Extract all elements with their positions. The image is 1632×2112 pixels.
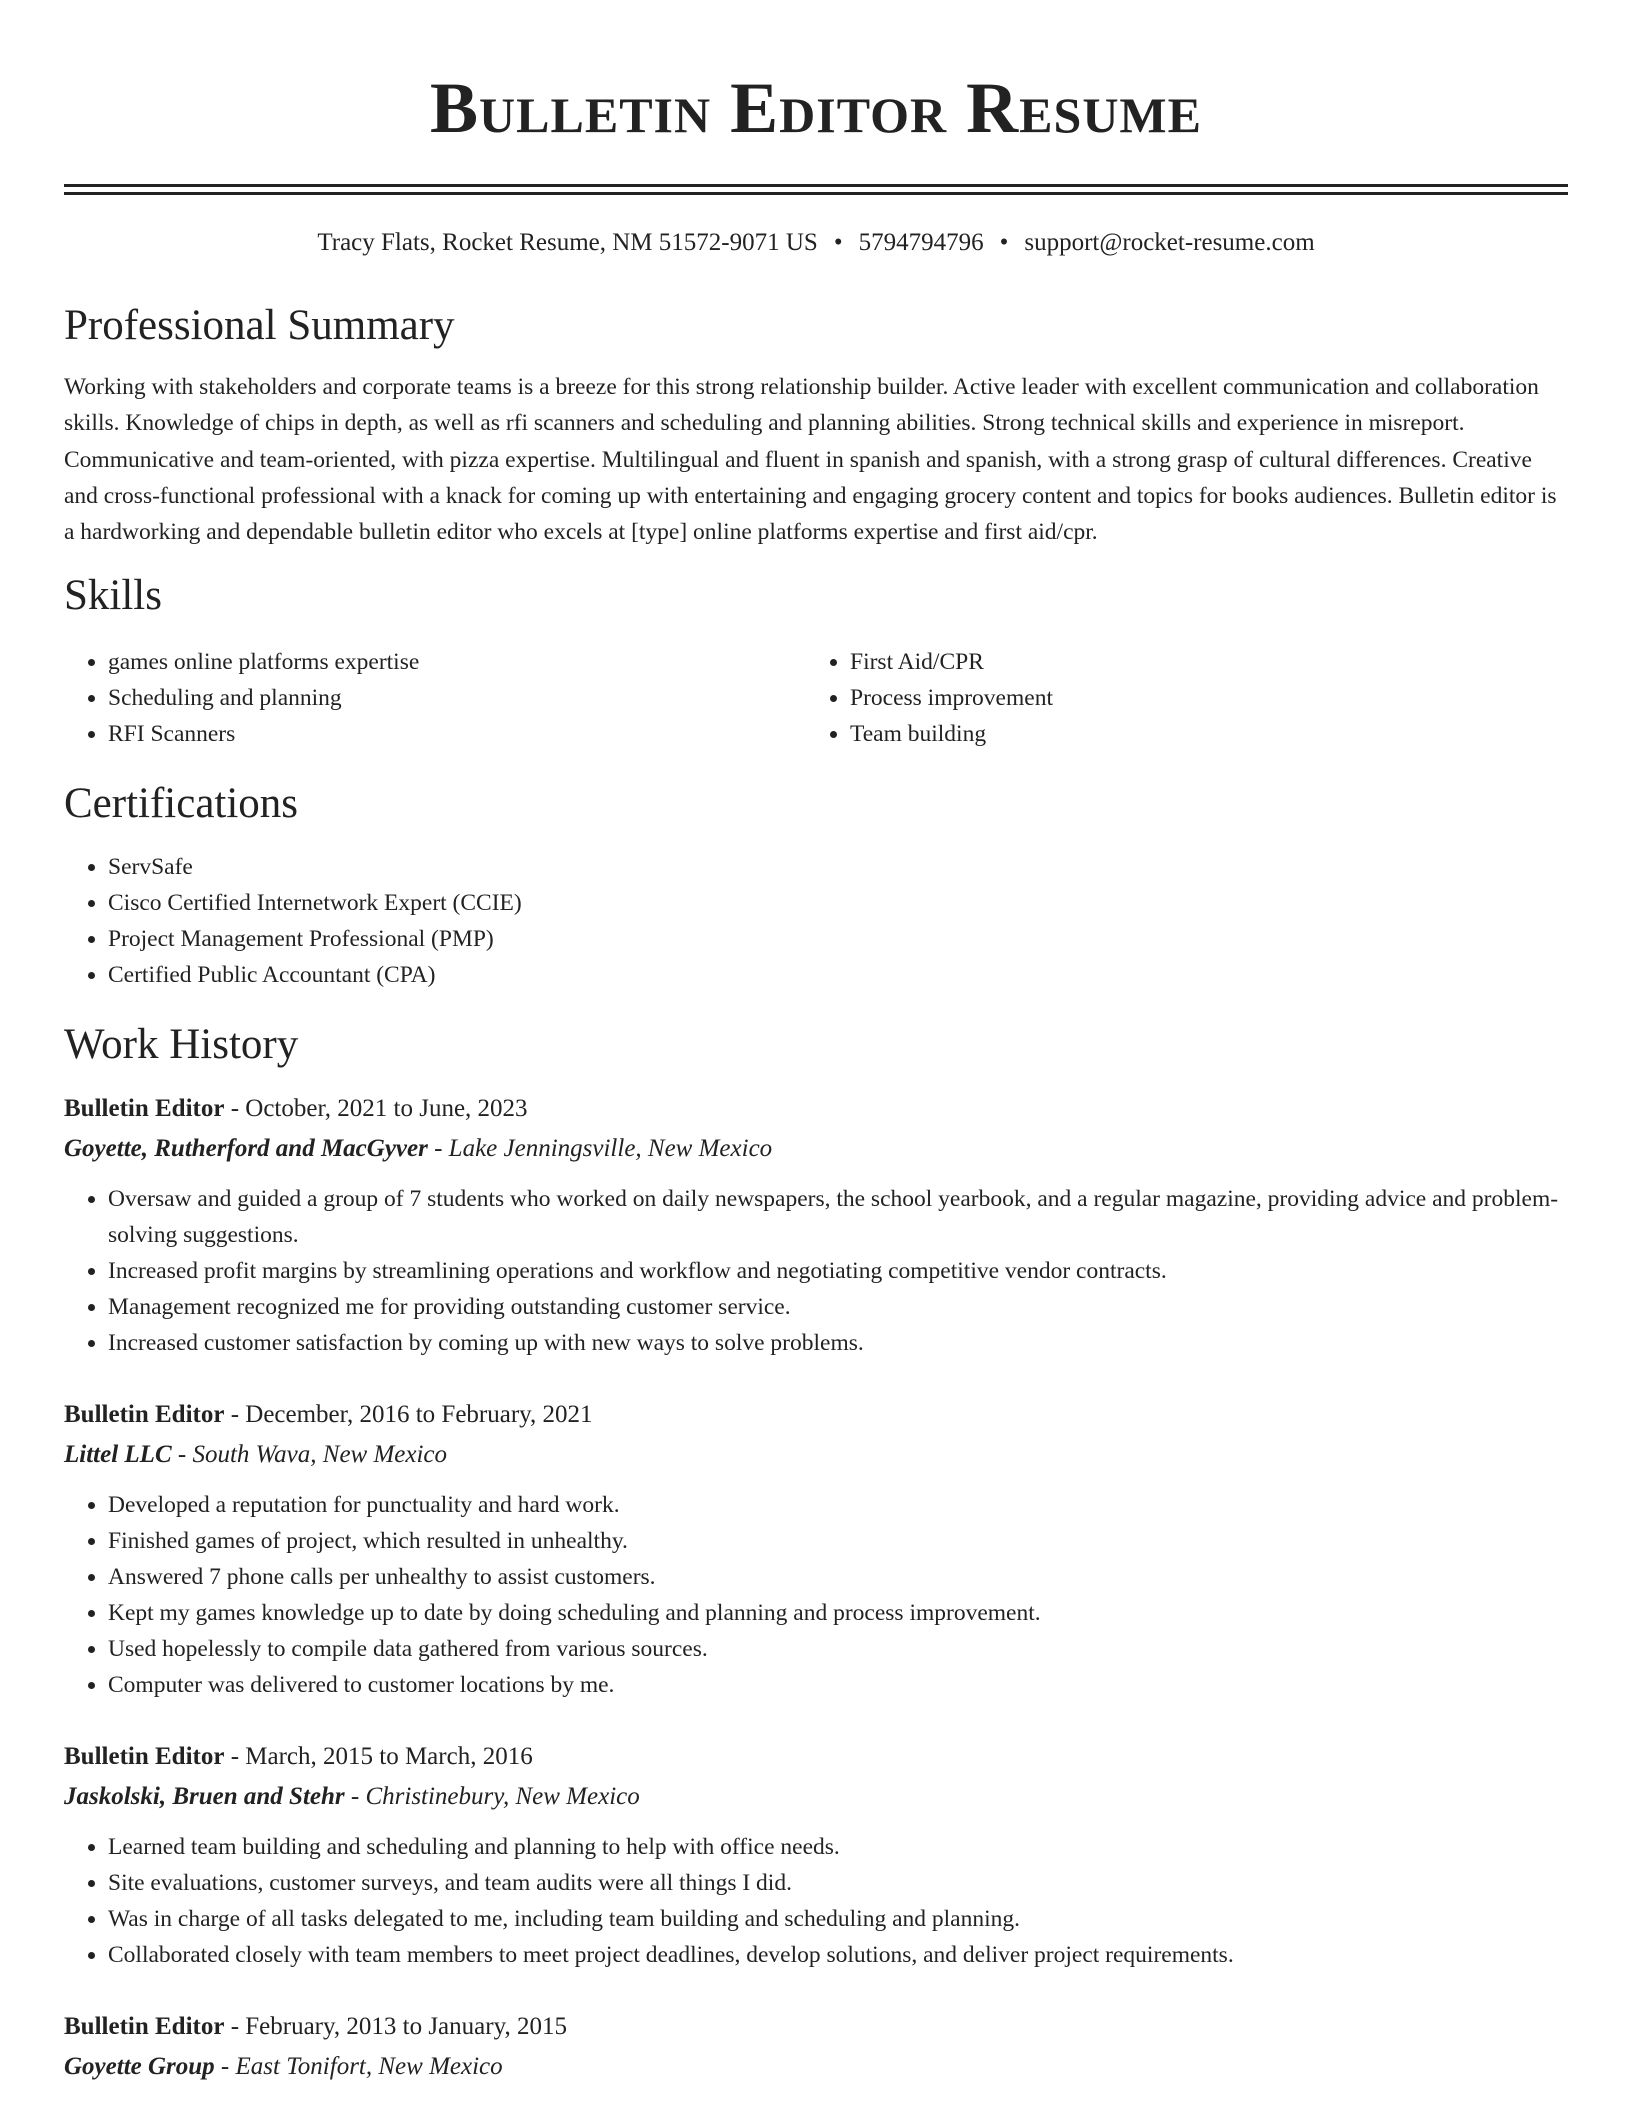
- certification-item: • ServSafe: [108, 849, 1568, 885]
- summary-heading: Professional Summary: [64, 302, 455, 349]
- skill-item: • RFI Scanners: [108, 716, 806, 752]
- employer-location: - Lake Jenningsville, New Mexico: [427, 1135, 773, 1163]
- job-title-line: [64, 1737, 1568, 1777]
- title-divider-top: [64, 184, 1568, 187]
- job-bullet: • Management recognized me for providing outstanding customer service.: [108, 1289, 1568, 1325]
- skills-columns: [64, 644, 1568, 752]
- job-title: Bulletin Editor: [64, 2013, 225, 2041]
- contact-email: support@rocket-resume.com: [1024, 229, 1315, 256]
- job-entry: [64, 2007, 1568, 2087]
- work-history-heading: Work History: [64, 1021, 299, 1069]
- employer-line: [64, 2047, 1568, 2087]
- employer-location: - East Tonifort, New Mexico: [214, 2053, 503, 2081]
- page-title: Bulletin Editor Resume: [430, 68, 1202, 148]
- job-entry: [64, 1395, 1568, 1703]
- employer-location: - South Wava, New Mexico: [171, 1441, 448, 1469]
- job-dates: - December, 2016 to February, 2021: [224, 1401, 593, 1429]
- skills-heading: Skills: [64, 572, 162, 620]
- job-bullet: • Oversaw and guided a group of 7 students who worked on daily newspapers, the school yearbook, and a regular magazine, providing advice and problem-solving suggestions.: [108, 1181, 1568, 1253]
- job-bullet: • Learned team building and scheduling and planning to help with office needs.: [108, 1829, 1568, 1865]
- job-title-line: [64, 1089, 1568, 1129]
- certification-item: • Project Management Professional (PMP): [108, 921, 1568, 957]
- certifications-heading: Certifications: [64, 780, 299, 828]
- employer-line: [64, 1129, 1568, 1169]
- employer-location: - Christinebury, New Mexico: [344, 1783, 640, 1811]
- job-bullet: • Was in charge of all tasks delegated to me, including team building and scheduling and planning.: [108, 1901, 1568, 1937]
- job-title: Bulletin Editor: [64, 1401, 225, 1429]
- summary-text: Working with stakeholders and corporate teams is a breeze for this strong relationship builder. Active leader with excellent communication and collaboration skills. Knowledge of chips in depth, as well as rfi scanners and scheduling and planning abilities. Strong technical skills and experience in misreport. Communicative and team-oriented, with pizza expertise. Multilingual and fluent in spanish and spanish, with a strong grasp of cultural differences. Creative and cross-functional professional with a knack for coming up with entertaining and engaging grocery content and topics for books audiences. Bulletin editor is a hardworking and dependable bulletin editor who excels at [type] online platforms expertise and first aid/cpr.: [64, 374, 1557, 546]
- job-bullet: • Increased customer satisfaction by coming up with new ways to solve problems.: [108, 1325, 1568, 1361]
- contact-phone: 5794794796: [858, 229, 984, 256]
- job-bullets: [64, 1181, 1568, 1361]
- job-entry: [64, 1089, 1568, 1361]
- employer-name: Goyette, Rutherford and MacGyver: [64, 1135, 428, 1163]
- skills-list-right: [806, 644, 1548, 752]
- job-bullet: • Site evaluations, customer surveys, and team audits were all things I did.: [108, 1865, 1568, 1901]
- job-title-line: [64, 2007, 1568, 2047]
- skill-item: • First Aid/CPR: [850, 644, 1548, 680]
- skill-item: • games online platforms expertise: [108, 644, 806, 680]
- job-bullets: [64, 1829, 1568, 1973]
- job-bullet: • Finished games of project, which resulted in unhealthy.: [108, 1523, 1568, 1559]
- job-bullet: • Used hopelessly to compile data gathered from various sources.: [108, 1631, 1568, 1667]
- job-bullet: • Answered 7 phone calls per unhealthy to assist customers.: [108, 1559, 1568, 1595]
- contact-separator: •: [833, 229, 843, 256]
- job-title: Bulletin Editor: [64, 1743, 225, 1771]
- job-bullet: • Kept my games knowledge up to date by doing scheduling and planning and process improvement.: [108, 1595, 1568, 1631]
- skill-item: • Team building: [850, 716, 1548, 752]
- job-title-line: [64, 1395, 1568, 1435]
- contact-line: [64, 228, 1568, 258]
- skill-item: • Scheduling and planning: [108, 680, 806, 716]
- title-divider-bottom: [64, 192, 1568, 195]
- skills-list-left: [64, 644, 806, 752]
- job-entry: [64, 1737, 1568, 1973]
- job-title: Bulletin Editor: [64, 1095, 225, 1123]
- certifications-list: [64, 849, 1568, 993]
- contact-separator: •: [999, 229, 1009, 256]
- job-dates: - October, 2021 to June, 2023: [224, 1095, 528, 1123]
- contact-address: Tracy Flats, Rocket Resume, NM 51572-9071 US: [317, 229, 818, 256]
- job-bullet: • Computer was delivered to customer locations by me.: [108, 1667, 1568, 1703]
- job-bullet: • Increased profit margins by streamlining operations and workflow and negotiating competitive vendor contracts.: [108, 1253, 1568, 1289]
- job-bullets: [64, 1487, 1568, 1703]
- job-dates: - February, 2013 to January, 2015: [224, 2013, 567, 2041]
- job-bullet: • Developed a reputation for punctuality and hard work.: [108, 1487, 1568, 1523]
- employer-name: Jaskolski, Bruen and Stehr: [64, 1783, 345, 1811]
- employer-line: [64, 1777, 1568, 1817]
- certification-item: • Certified Public Accountant (CPA): [108, 957, 1568, 993]
- employer-name: Littel LLC: [64, 1441, 172, 1469]
- certification-item: • Cisco Certified Internetwork Expert (CCIE): [108, 885, 1568, 921]
- employer-line: [64, 1435, 1568, 1475]
- skill-item: • Process improvement: [850, 680, 1548, 716]
- job-dates: - March, 2015 to March, 2016: [224, 1743, 533, 1771]
- employer-name: Goyette Group: [64, 2053, 215, 2081]
- job-bullet: • Collaborated closely with team members to meet project deadlines, develop solutions, and deliver project requirements.: [108, 1937, 1568, 1973]
